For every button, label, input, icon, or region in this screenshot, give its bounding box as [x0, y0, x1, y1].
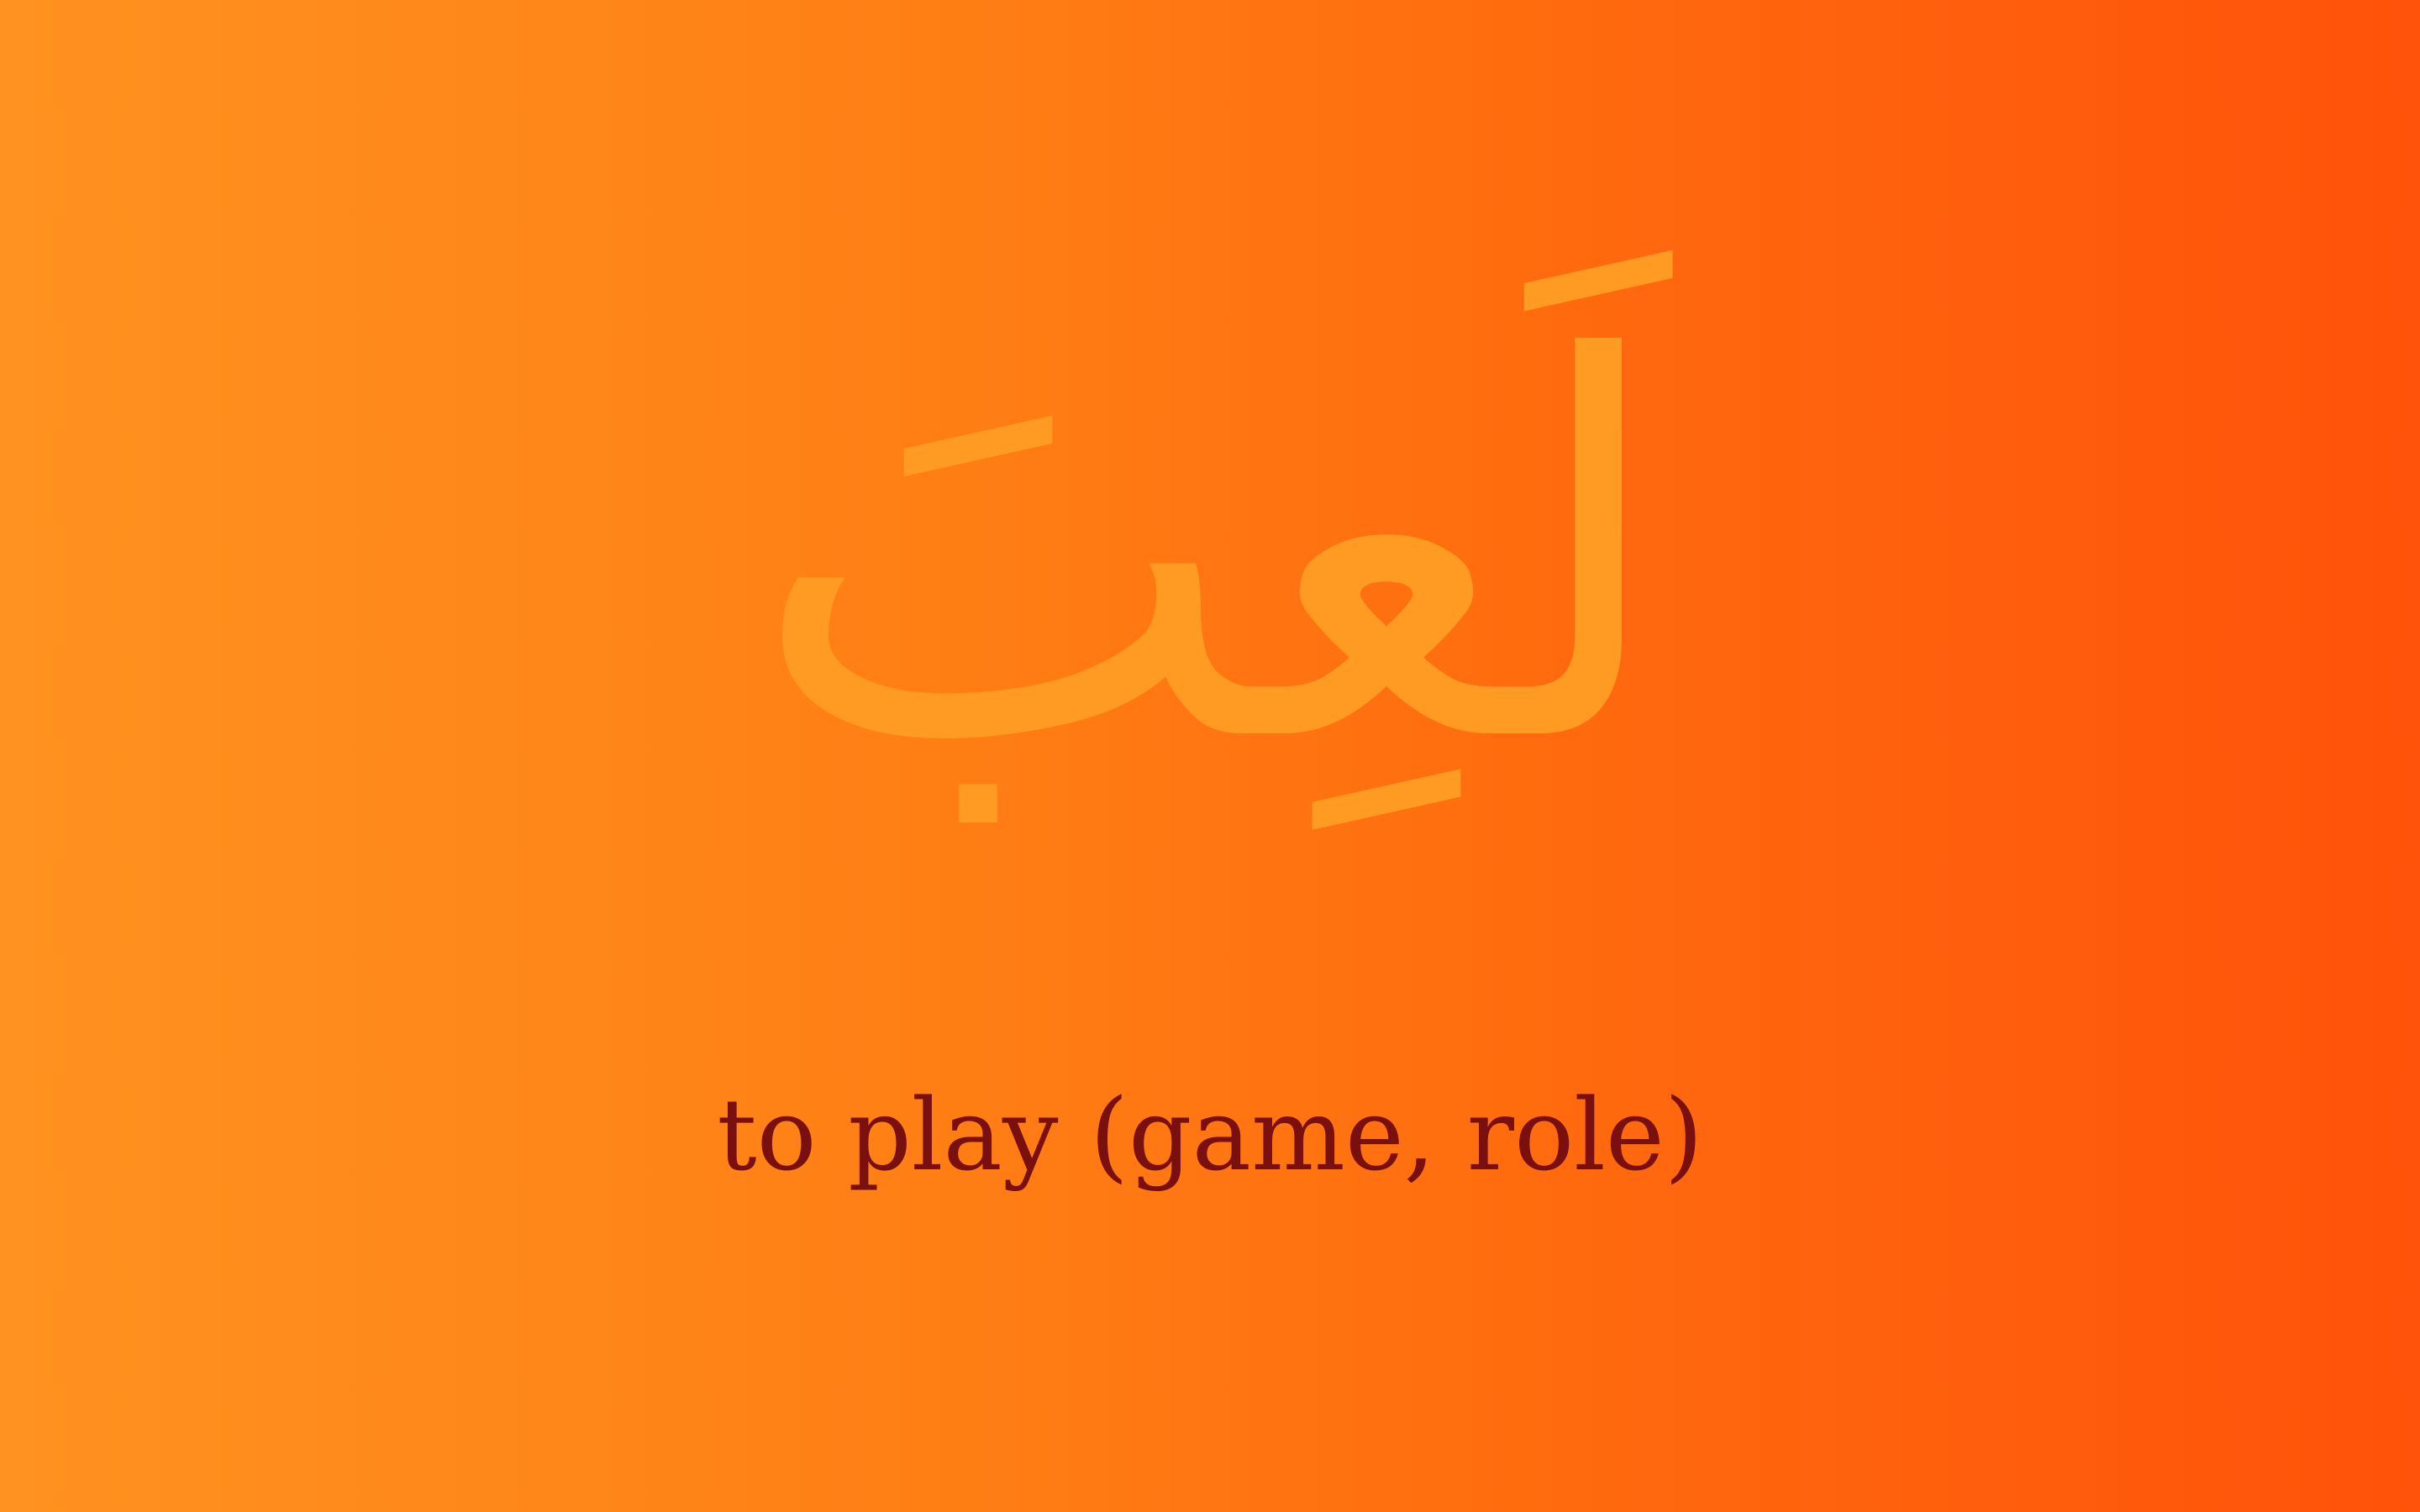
- english-translation: to play (game, role): [717, 1077, 1703, 1193]
- arabic-word: لَعِبَ: [749, 251, 1671, 857]
